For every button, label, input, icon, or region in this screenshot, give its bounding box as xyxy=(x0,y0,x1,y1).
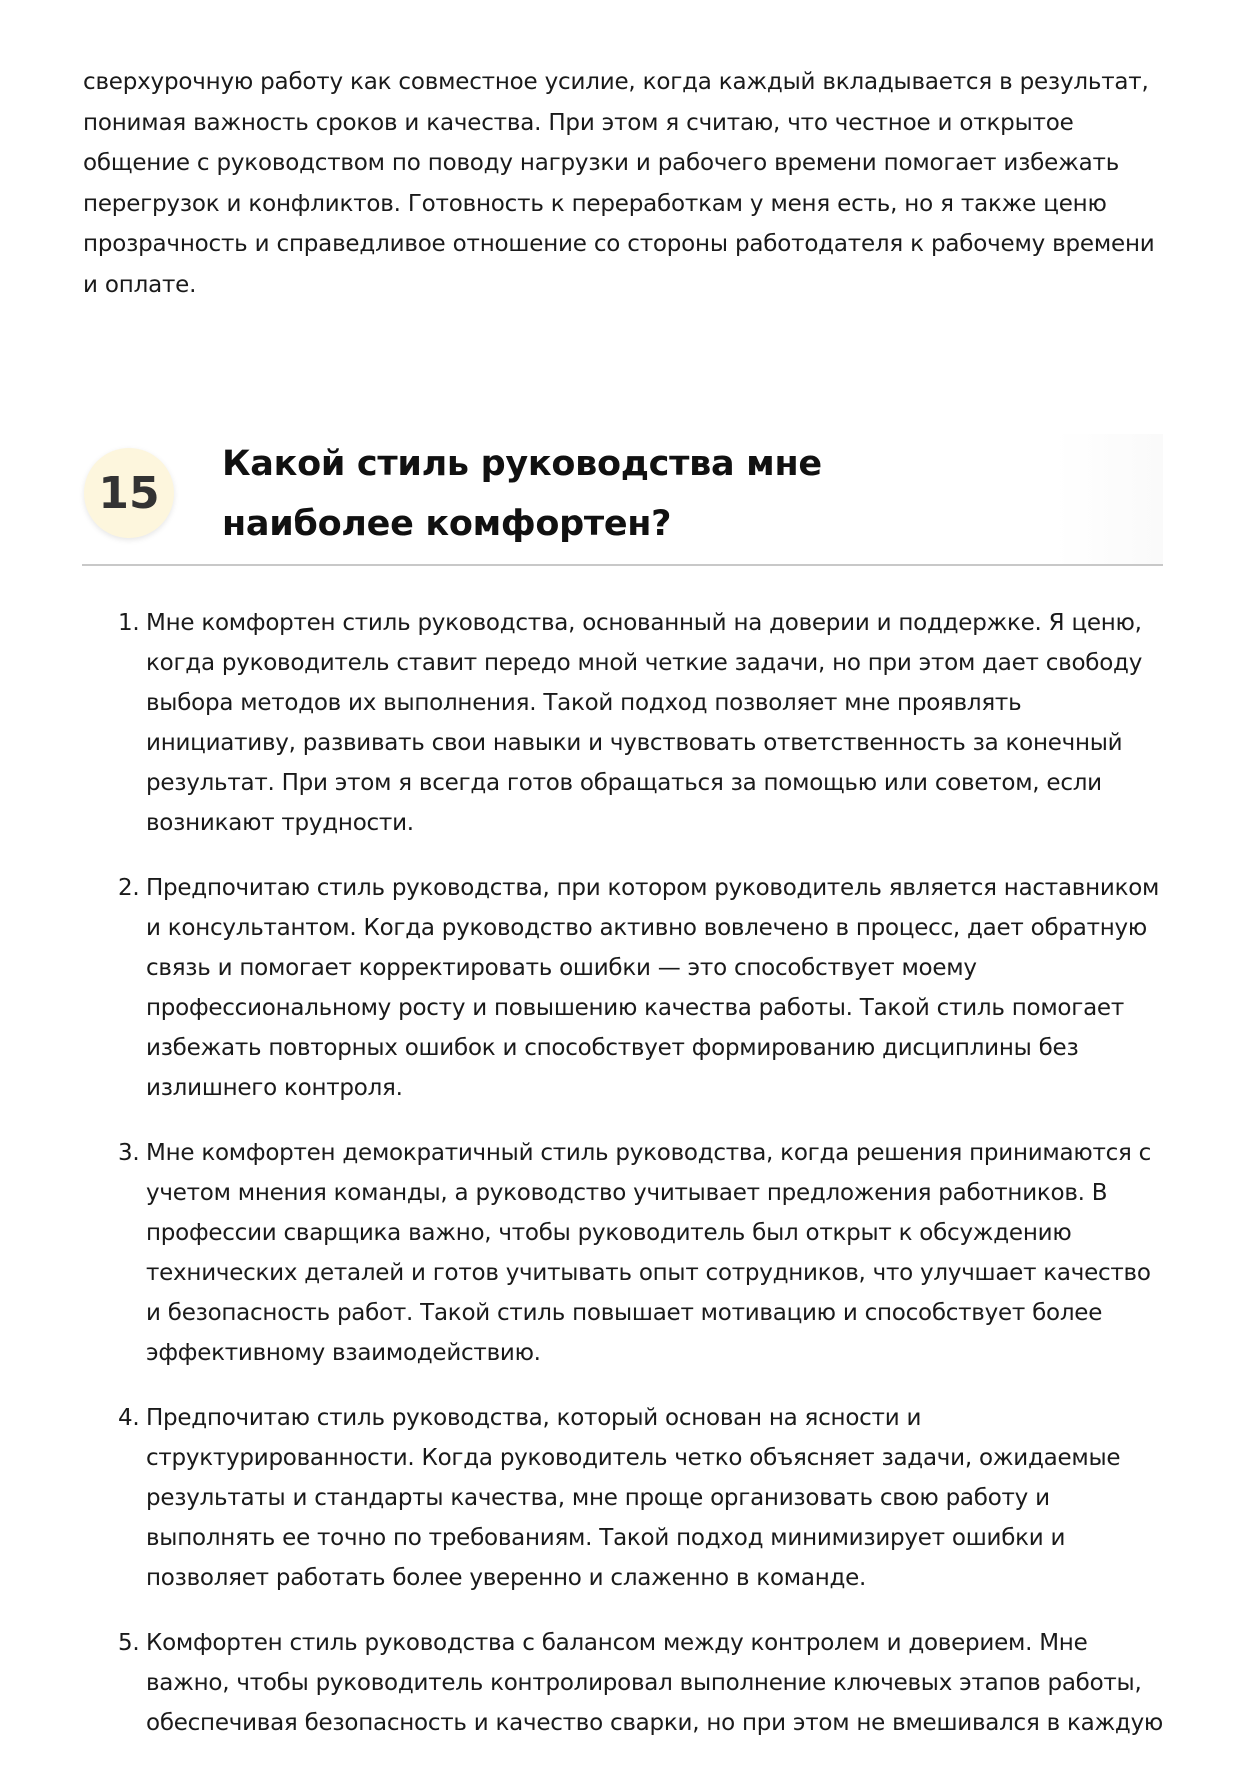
question-header xyxy=(82,434,1163,566)
intro-paragraph: сверхурочную работу как совместное усилие, когда каждый вкладывается в результат, понимая важность сроков и качества. При этом я считаю, что честное и открытое общение с руководством по поводу нагрузки и рабочего времени помогает избежать перегрузок и конфликтов. Готовность к переработкам у меня есть, но я также ценю прозрачность и справедливое отношение со стороны работодателя к рабочему времени и оплате. xyxy=(83,69,1155,298)
answer-item xyxy=(112,603,1164,843)
answer-number: 3. xyxy=(118,1140,140,1166)
answer-item xyxy=(112,1623,1164,1743)
answer-number: 1. xyxy=(118,610,140,636)
answer-item xyxy=(112,1133,1164,1373)
answer-item xyxy=(112,1398,1164,1598)
answer-item xyxy=(112,868,1164,1108)
answer-text: Мне комфортен стиль руководства, основанный на доверии и поддержке. Я ценю, когда руководитель ставит передо мной четкие задачи, но при этом дает свободу выбора методов их выполнения. Такой подход позволяет мне проявлять инициативу, развивать свои навыки и чувствовать ответственность за конечный результат. При этом я всегда готов обращаться за помощью или советом, если возникают трудности. xyxy=(146,610,1143,836)
answer-text: Мне комфортен демократичный стиль руководства, когда решения принимаются с учетом мнения команды, а руководство учитывает предложения работников. В профессии сварщика важно, чтобы руководитель был открыт к обсуждению технических деталей и готов учитывать опыт сотрудников, что улучшает качество и безопасность работ. Такой стиль повышает мотивацию и способствует более эффективному взаимодействию. xyxy=(146,1140,1152,1366)
answer-text: Предпочитаю стиль руководства, при котором руководитель является наставником и консультантом. Когда руководство активно вовлечено в процесс, дает обратную связь и помогает корректировать ошибки — это способствует моему профессиональному росту и повышению качества работы. Такой стиль помогает избежать повторных ошибок и способствует формированию дисциплины без излишнего контроля. xyxy=(146,875,1160,1101)
answer-text: Предпочитаю стиль руководства, который основан на ясности и структурированности. Когда руководитель четко объясняет задачи, ожидаемые результаты и стандарты качества, мне проще организовать свою работу и выполнять ее точно по требованиям. Такой подход минимизирует ошибки и позволяет работать более уверенно и слаженно в команде. xyxy=(146,1405,1121,1591)
answers-list xyxy=(112,603,1164,1768)
answer-text: Комфортен стиль руководства с балансом между контролем и доверием. Мне важно, чтобы руководитель контролировал выполнение ключевых этапов работы, обеспечивая безопасность и качество сварки, но при этом не вмешивался в каждую xyxy=(146,1630,1164,1736)
answer-number: 4. xyxy=(118,1405,140,1431)
question-number-badge: 15 xyxy=(84,448,174,538)
question-title: Какой стиль руководства мне наиболее комфортен? xyxy=(222,444,822,544)
answer-number: 2. xyxy=(118,875,140,901)
answer-number: 5. xyxy=(118,1630,140,1656)
